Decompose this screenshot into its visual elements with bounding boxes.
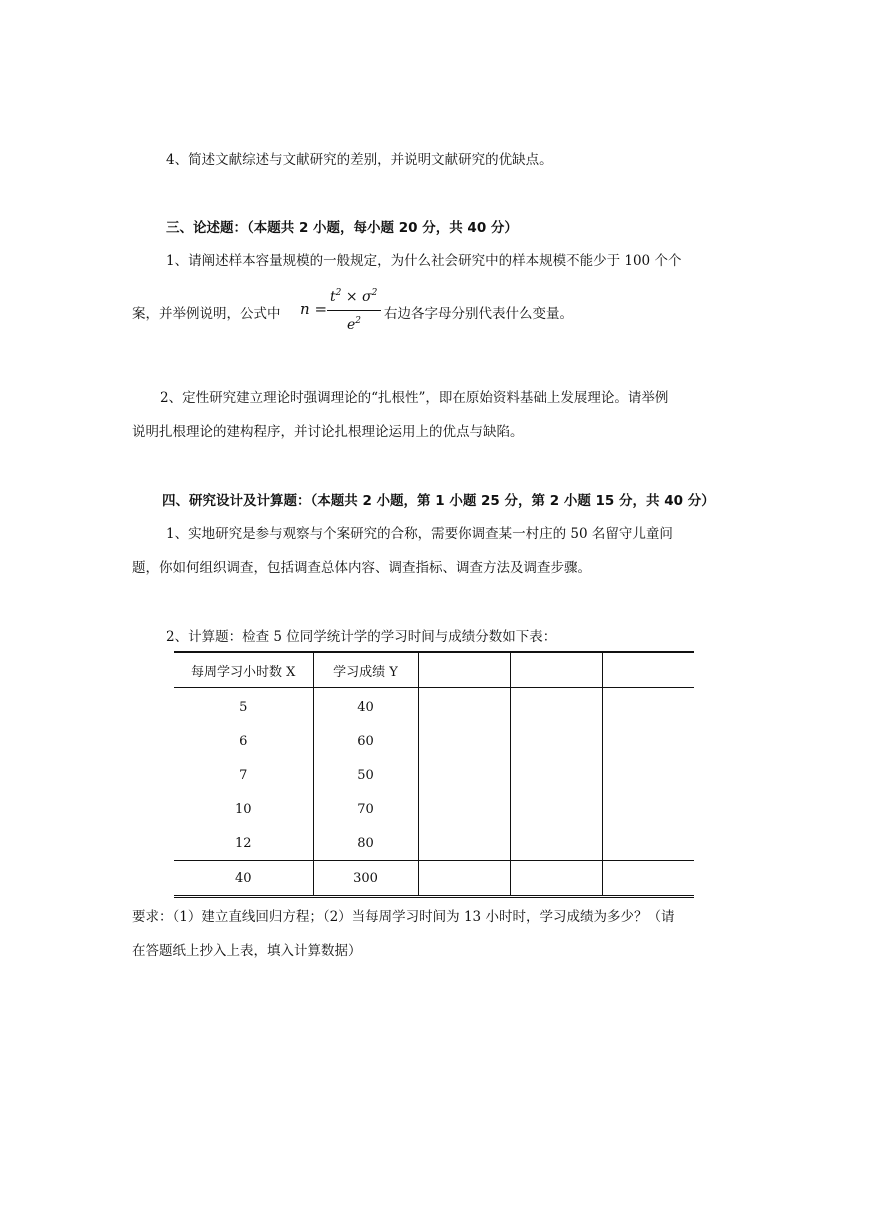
requirement-line2: 在答题纸上抄入上表，填入计算数据） [132,943,362,959]
cell-blank [510,826,602,861]
section-4-q1-line1: 1、实地研究是参与观察与个案研究的合称，需要你调查某一村庄的 50 名留守儿童问 [166,526,673,542]
section-3-q2-line2: 说明扎根理论的建构程序，并讨论扎根理论运用上的优点与缺陷。 [132,424,524,440]
cell-blank [510,758,602,792]
table-row [174,688,694,725]
formula-denominator: $e^2$ [347,316,362,333]
cell-x: 10 [234,801,252,817]
cell-blank [418,826,510,861]
sample-size-formula [300,288,382,334]
cell-y: 50 [313,758,418,792]
cell-x: 6 [239,733,248,749]
cell-blank [510,688,602,725]
question-4: 4、简述文献综述与文献研究的差别，并说明文献研究的优缺点。 [166,152,553,168]
cell-x: 5 [239,699,248,715]
cell-blank [418,688,510,725]
cell-y: 40 [313,688,418,725]
cell-blank [602,861,694,897]
section-4-q1-line2: 题，你如何组织调查，包括调查总体内容、调查指标、调查方法及调查步骤。 [132,560,591,576]
cell-blank [602,758,694,792]
table-header-x: 每周学习小时数 X [174,652,313,688]
section-4-heading: 四、研究设计及计算题：（本题共 2 小题，第 1 小题 25 分，第 2 小题 15 分，共 40 分） [162,493,715,509]
study-time-score-table [174,651,694,898]
section-3-heading: 三、论述题：（本题共 2 小题，每小题 20 分，共 40 分） [166,220,518,236]
cell-blank [602,792,694,826]
section-3-q1-line2-pre: 案，并举例说明，公式中 [132,306,281,322]
cell-blank [510,861,602,897]
section-3-q1-line2-post: 右边各字母分别代表什么变量。 [384,306,573,322]
cell-blank [418,792,510,826]
table-row [174,724,694,758]
total-y: 300 [313,861,418,897]
fraction-bar [327,310,381,311]
table-row [174,792,694,826]
table-header-blank [510,652,602,688]
section-3-q2-line1: 2、定性研究建立理论时强调理论的“扎根性”，即在原始资料基础上发展理论。请举例 [160,390,669,406]
section-3-q1-line1: 1、请阐述样本容量规模的一般规定，为什么社会研究中的样本规模不能少于 100 个个 [166,253,682,269]
table-header-y: 学习成绩 Y [313,652,418,688]
section-4-q2-intro: 2、计算题：检查 5 位同学统计学的学习时间与成绩分数如下表： [166,629,557,645]
cell-blank [418,861,510,897]
table-header-blank [602,652,694,688]
requirement-line1: 要求：（1）建立直线回归方程；（2）当每周学习时间为 13 小时时，学习成绩为多少？（请 [132,909,675,925]
table-header-row [174,652,694,688]
table-row [174,758,694,792]
cell-y: 70 [313,792,418,826]
cell-blank [510,792,602,826]
table-header-blank [418,652,510,688]
table-total-row [174,861,694,897]
cell-blank [602,724,694,758]
formula-numerator: $t^2 \times \sigma^2$ [330,288,378,305]
formula-lhs: n = [300,300,328,318]
cell-blank [602,826,694,861]
cell-blank [602,688,694,725]
cell-y: 80 [313,826,418,861]
cell-blank [418,758,510,792]
cell-blank [510,724,602,758]
cell-x: 7 [239,767,248,783]
cell-x: 12 [234,835,252,851]
total-x: 40 [174,861,313,897]
table-row [174,826,694,861]
cell-blank [418,724,510,758]
cell-y: 60 [313,724,418,758]
